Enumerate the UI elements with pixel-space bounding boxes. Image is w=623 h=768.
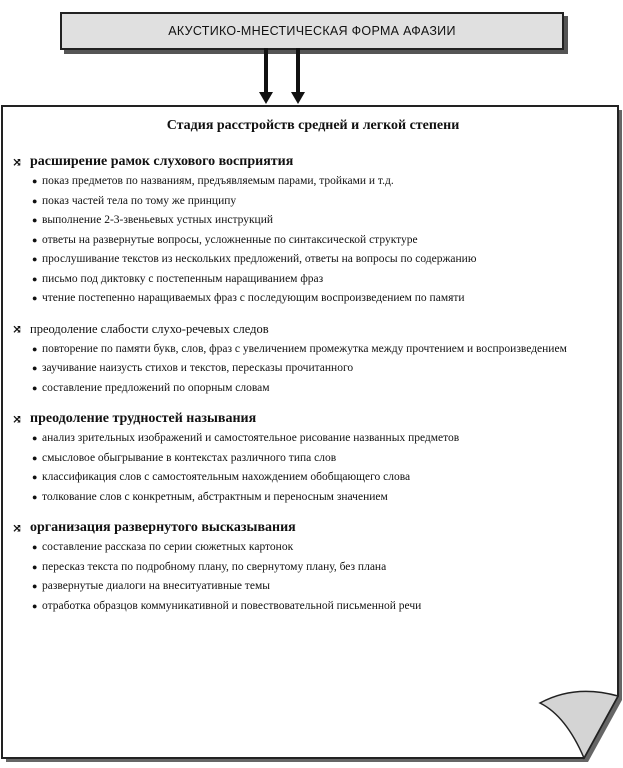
section-heading-text: преодоление слабости слухо-речевых следов (30, 322, 269, 336)
bullet-dot-icon: ● (32, 600, 38, 611)
bullet-dot-icon: ● (32, 254, 38, 264)
list-item-text: классификация слов с самостоятельным нахождением обобщающего слова (42, 471, 411, 483)
list-item (12, 233, 614, 248)
section (12, 409, 614, 504)
bullet-dot-icon: ● (32, 293, 38, 303)
list-item-text: отработка образцов коммуникативной и повествовательной письменной речи (42, 599, 422, 612)
list-item-text: пересказ текста по подробному плану, по свернутому плану, без плана (42, 560, 387, 573)
section-items (12, 174, 614, 306)
list-item-text: показ частей тела по тому же принципу (42, 194, 237, 207)
section (12, 320, 614, 396)
arrow-down-right-icon: ⤨ (12, 322, 23, 336)
section-heading-text: преодоление трудностей называния (30, 411, 257, 426)
list-item-text: составление предложений по опорным словам (42, 381, 270, 394)
list-item (12, 272, 614, 287)
bullet-dot-icon: ● (32, 433, 38, 443)
bullet-dot-icon: ● (32, 273, 38, 284)
section-heading-text: расширение рамок слухового восприятия (30, 154, 294, 169)
arrow-down-right-icon: ⤨ (12, 154, 23, 169)
list-item-text: письмо под диктовку с постепенным наращиванием фраз (42, 272, 324, 285)
list-item (12, 381, 614, 396)
bullet-dot-icon: ● (32, 452, 38, 463)
list-item (12, 361, 614, 376)
bullet-dot-icon: ● (32, 234, 38, 245)
bullet-dot-icon: ● (32, 491, 38, 502)
list-item (12, 451, 614, 466)
list-item (12, 342, 614, 357)
bullet-dot-icon: ● (32, 195, 38, 206)
section-heading-text: организация развернутого высказывания (30, 520, 296, 535)
bullet-dot-icon: ● (32, 176, 38, 186)
bullet-dot-icon: ● (32, 363, 38, 373)
bullet-dot-icon: ● (32, 581, 38, 591)
list-item-text: чтение постепенно наращиваемых фраз с последующим воспроизведением по памяти (42, 292, 465, 304)
section-heading (12, 152, 614, 172)
list-item-text: анализ зрительных изображений и самостоятельное рисование названных предметов (42, 432, 460, 444)
list-item (12, 560, 614, 575)
document-content (12, 118, 614, 627)
list-item-text: выполнение 2-3-звеньевых устных инструкций (42, 214, 274, 226)
list-item (12, 540, 614, 555)
list-item (12, 174, 614, 189)
list-item-text: прослушивание текстов из нескольких предложений, ответы на вопросы по содержанию (42, 253, 477, 265)
list-item-text: смысловое обыгрывание в контекстах различного типа слов (42, 451, 337, 464)
bullet-dot-icon: ● (32, 215, 38, 225)
list-item (12, 431, 614, 446)
list-item (12, 194, 614, 209)
list-item-text: составление рассказа по серии сюжетных картонок (42, 541, 294, 553)
section (12, 518, 614, 613)
header-title: АКУСТИКО-МНЕСТИЧЕСКАЯ ФОРМА АФАЗИИ (168, 24, 456, 38)
bullet-dot-icon: ● (32, 561, 38, 572)
list-item (12, 599, 614, 614)
list-item-text: показ предметов по названиям, предъявляемым парами, тройками и т.д. (42, 175, 394, 187)
bullet-dot-icon: ● (32, 343, 38, 354)
section-items (12, 540, 614, 613)
section-heading (12, 409, 614, 429)
section-items (12, 431, 614, 504)
section (12, 152, 614, 306)
list-item (12, 252, 614, 267)
list-item (12, 490, 614, 505)
section-heading (12, 518, 614, 538)
list-item (12, 579, 614, 594)
document-title: Стадия расстройств средней и легкой степени (166, 118, 460, 133)
list-item-text: повторение по памяти букв, слов, фраз с увеличением промежутка между прочтением и воспроизведением (42, 342, 567, 355)
list-item-text: ответы на развернутые вопросы, усложненные по синтаксической структуре (42, 233, 418, 246)
bullet-dot-icon: ● (32, 542, 38, 552)
list-item-text: заучивание наизусть стихов и текстов, пересказы прочитанного (42, 362, 354, 374)
list-item-text: развернутые диалоги на внеситуативные темы (42, 580, 270, 592)
list-item (12, 213, 614, 228)
section-heading (12, 320, 614, 340)
bullet-dot-icon: ● (32, 472, 38, 482)
list-item (12, 470, 614, 485)
bullet-dot-icon: ● (32, 382, 38, 393)
list-item (12, 291, 614, 306)
arrow-down-right-icon: ⤨ (12, 520, 23, 535)
section-items (12, 342, 614, 396)
arrow-down-right-icon: ⤨ (12, 411, 23, 426)
list-item-text: толкование слов с конкретным, абстрактным и переносным значением (42, 490, 388, 503)
